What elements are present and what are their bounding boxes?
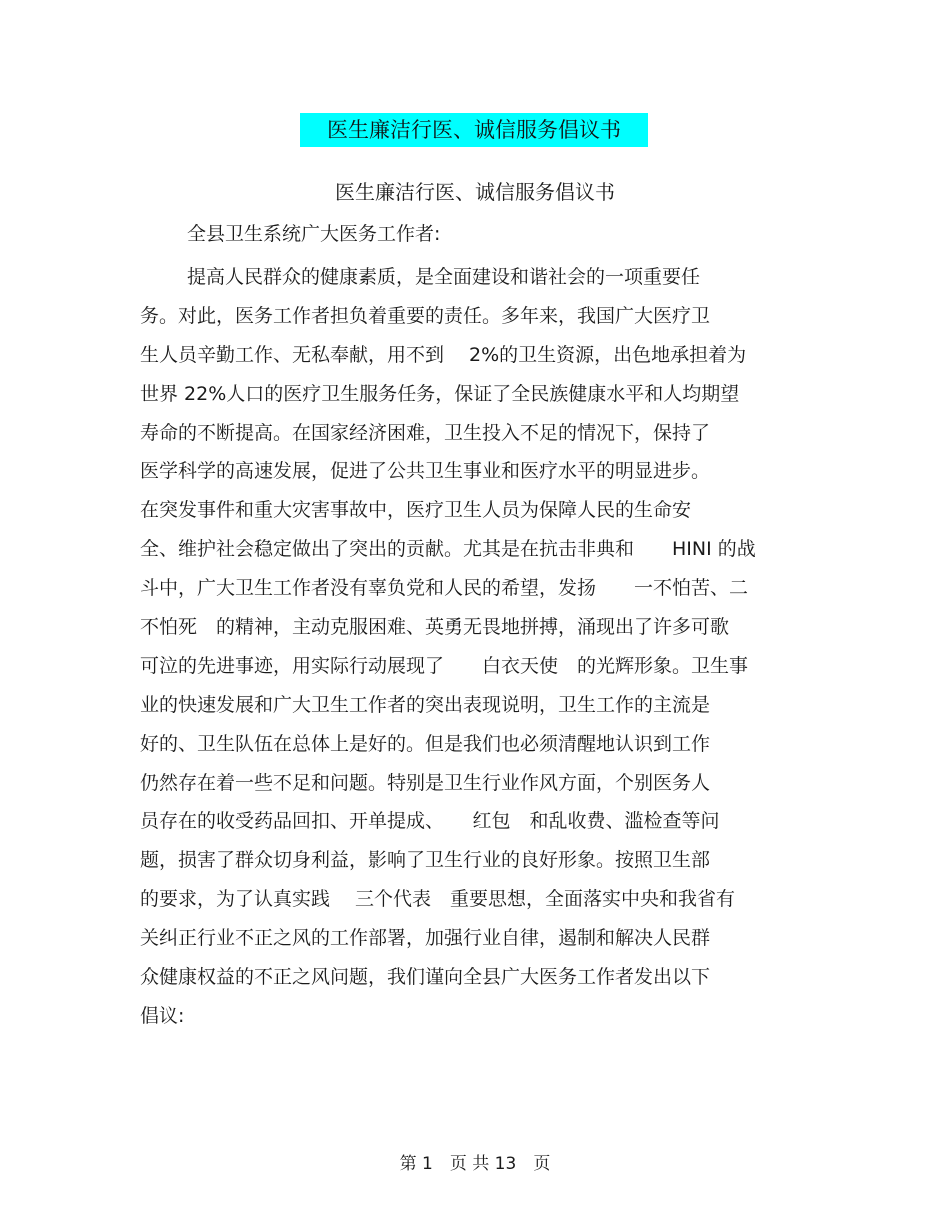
body-line: 业的快速发展和广大卫生工作者的突出表现说明，卫生工作的主流是 xyxy=(140,693,711,716)
body-line: 可泣的先进事迹，用实际行动展现了 白衣天使 的光辉形象。卫生事 xyxy=(140,654,749,677)
body-line: 题，损害了群众切身利益，影响了卫生行业的良好形象。按照卫生部 xyxy=(140,849,711,872)
document-title: 医生廉洁行医、诚信服务倡议书 xyxy=(335,180,615,204)
body-line: 斗中，广大卫生工作者没有辜负党和人民的希望，发扬 一不怕苦、二 xyxy=(140,577,749,600)
body-line: 好的、卫生队伍在总体上是好的。但是我们也必须清醒地认识到工作 xyxy=(140,732,711,755)
body-line: 生人员辛勤工作、无私奉献，用不到 2%的卫生资源，出色地承担着为 xyxy=(140,343,747,366)
body-line: 的要求，为了认真实践 三个代表 重要思想，全面落实中央和我省有 xyxy=(140,888,736,911)
body-line: 不怕死 的精神，主动克服困难、英勇无畏地拼搏，涌现出了许多可歌 xyxy=(140,616,730,639)
body-line: 员存在的收受药品回扣、开单提成、 红包 和乱收费、滥检查等问 xyxy=(140,810,720,833)
body-line: 倡议: xyxy=(140,1004,185,1027)
body-line: 仍然存在着一些不足和问题。特别是卫生行业作风方面，个别医务人 xyxy=(140,771,711,794)
body-line: 关纠正行业不正之风的工作部署，加强行业自律，遏制和解决人民群 xyxy=(140,927,711,950)
body-line: 寿命的不断提高。在国家经济困难，卫生投入不足的情况下，保持了 xyxy=(140,421,711,444)
body-line: 在突发事件和重大灾害事故中，医疗卫生人员为保障人民的生命安 xyxy=(140,499,692,522)
body-line: 世界 22%人口的医疗卫生服务任务，保证了全民族健康水平和人均期望 xyxy=(140,382,740,405)
highlighted-heading: 医生廉洁行医、诚信服务倡议书 xyxy=(300,113,648,147)
body-line: 全、维护社会稳定做出了突出的贡献。尤其是在抗击非典和 HINI 的战 xyxy=(140,538,756,561)
salutation: 全县卫生系统广大医务工作者: xyxy=(187,223,441,245)
body-text xyxy=(0,262,950,1040)
body-line: 务。对此，医务工作者担负着重要的责任。多年来，我国广大医疗卫 xyxy=(140,304,711,327)
page-footer: 第 1 页 共 13 页 xyxy=(399,1154,551,1174)
body-line: 提高人民群众的健康素质，是全面建设和谐社会的一项重要任 xyxy=(187,266,701,288)
body-line: 众健康权益的不正之风问题，我们谨向全县广大医务工作者发出以下 xyxy=(140,966,711,989)
body-line: 医学科学的高速发展，促进了公共卫生事业和医疗水平的明显进步。 xyxy=(140,460,711,483)
